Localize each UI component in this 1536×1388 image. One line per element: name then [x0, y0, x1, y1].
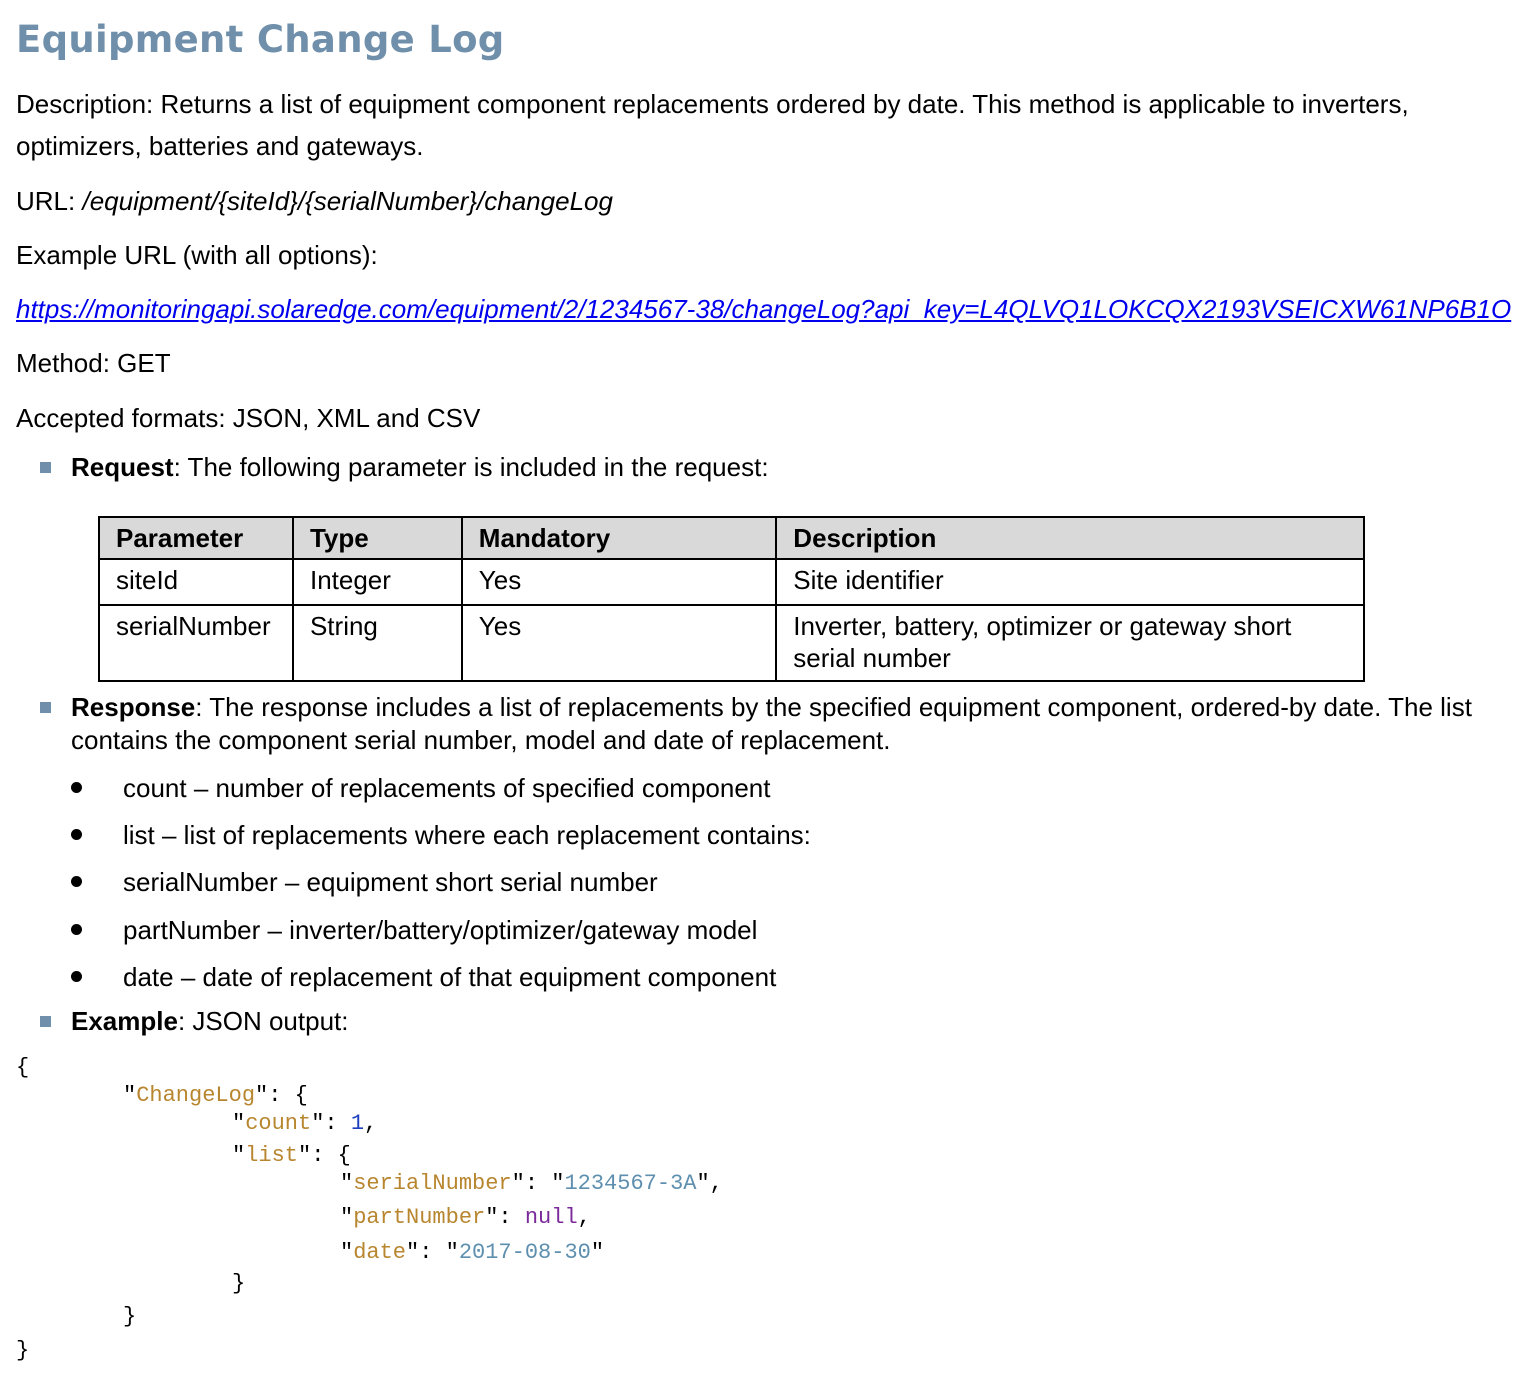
page-title: Equipment Change Log [16, 18, 505, 61]
square-bullet-icon [40, 462, 51, 473]
dot-bullet-icon [71, 971, 82, 982]
list-item: serialNumber – equipment short serial number [123, 867, 658, 897]
dot-bullet-icon [71, 876, 82, 887]
request-label: Request [71, 452, 174, 482]
example-url-label: Example URL (with all options): [16, 240, 378, 270]
list-item: list – list of replacements where each replacement contains: [123, 820, 811, 850]
dot-bullet-icon [71, 924, 82, 935]
response-line-2: contains the component serial number, model and date of replacement. [71, 725, 891, 755]
request-text: : The following parameter is included in the request: [173, 452, 769, 482]
url-line [16, 180, 613, 222]
table-cell: serialNumber [99, 605, 293, 681]
parameter-table [98, 516, 1365, 682]
code-block: { [16, 1055, 30, 1080]
table-cell: Site identifier [776, 559, 1364, 605]
example-text: : JSON output: [177, 1006, 349, 1036]
table-header-description: Description [776, 517, 1364, 559]
description-line-2: optimizers, batteries and gateways. [16, 131, 424, 161]
table-row [99, 559, 1364, 605]
table-header-row [99, 517, 1364, 559]
example-line [71, 1000, 348, 1042]
table-header-type: Type [293, 517, 462, 559]
table-header-parameter: Parameter [99, 517, 293, 559]
formats-line: Accepted formats: JSON, XML and CSV [16, 403, 481, 433]
table-cell: Yes [462, 559, 777, 605]
table-header-mandatory: Mandatory [462, 517, 777, 559]
request-line [71, 446, 769, 488]
response-label: Response [71, 692, 196, 722]
url-value: /equipment/{siteId}/{serialNumber}/changeLog [82, 186, 613, 216]
method-line: Method: GET [16, 348, 171, 378]
square-bullet-icon [40, 702, 51, 713]
code-line: "count": 1, [232, 1111, 378, 1136]
code-line: "partNumber": null, [340, 1205, 591, 1230]
code-line: } [123, 1304, 137, 1329]
response-text: : The response includes a list of replacements by the specified equipment component, ordered-by date. The list [195, 692, 1472, 722]
table-cell: Inverter, battery, optimizer or gateway short serial number [776, 605, 1364, 681]
code-line: "date": "2017-08-30" [340, 1240, 605, 1265]
table-cell: Integer [293, 559, 462, 605]
list-item: date – date of replacement of that equipment component [123, 962, 777, 992]
dot-bullet-icon [71, 829, 82, 840]
code-line: "serialNumber": "1234567-3A", [340, 1171, 723, 1196]
list-item: count – number of replacements of specified component [123, 773, 771, 803]
table-cell: siteId [99, 559, 293, 605]
table-cell: String [293, 605, 462, 681]
dot-bullet-icon [71, 782, 82, 793]
code-line: "ChangeLog": { [123, 1083, 308, 1108]
table-row [99, 605, 1364, 681]
table-cell: Yes [462, 605, 777, 681]
example-label: Example [71, 1006, 178, 1036]
square-bullet-icon [40, 1016, 51, 1027]
description-line-1: Description: Returns a list of equipment component replacements ordered by date. This method is applicable to inverters, [16, 89, 1409, 119]
example-url-link[interactable]: https://monitoringapi.solaredge.com/equipment/2/1234567-38/changeLog?api_key=L4QLVQ1LOKCQX2193VSEICXW61NP6B1O [16, 294, 1512, 324]
code-line: } [16, 1338, 30, 1363]
code-line: "list": { [232, 1143, 351, 1168]
url-label: URL: [16, 186, 83, 216]
list-item: partNumber – inverter/battery/optimizer/gateway model [123, 915, 758, 945]
code-line: } [232, 1271, 246, 1296]
